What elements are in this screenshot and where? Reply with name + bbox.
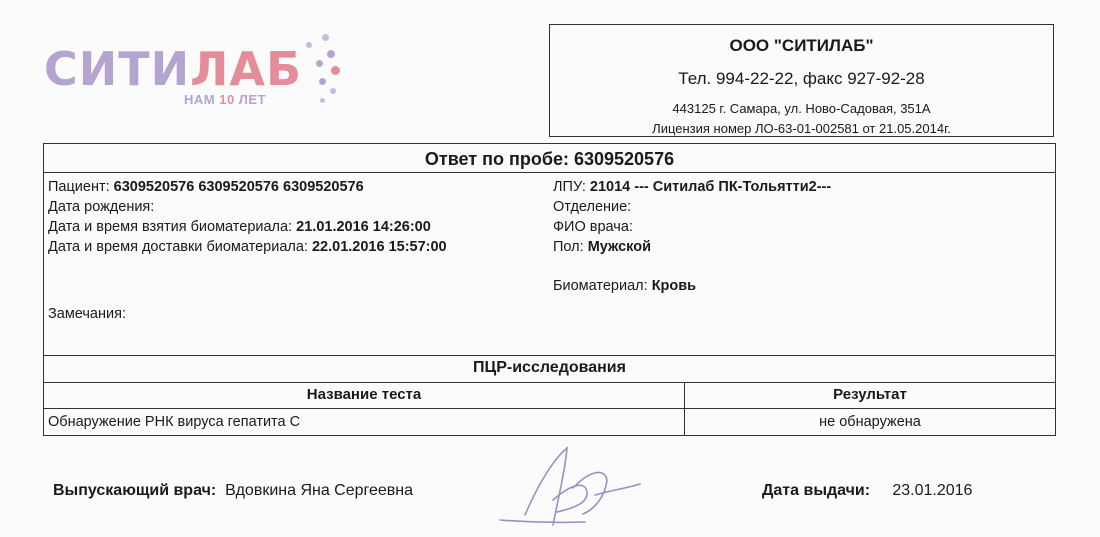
biomaterial-value: Кровь — [651, 278, 697, 294]
logo-tagline-a: НАМ — [184, 92, 220, 107]
sex-value: Мужской — [587, 239, 652, 255]
patient-value: 6309520576 6309520576 6309520576 — [113, 179, 364, 195]
logo-dot — [331, 66, 340, 75]
divider — [44, 408, 1055, 409]
logo-wordmark-part2: ЛАБ — [190, 42, 303, 96]
logo-dot — [316, 60, 323, 67]
divider — [44, 382, 1055, 383]
logo-tagline — [184, 92, 266, 107]
divider — [44, 172, 1055, 173]
logo-dot — [330, 88, 336, 94]
column-header-test: Название теста — [306, 386, 422, 403]
sampling-label: Дата и время взятия биоматериала: — [48, 219, 293, 235]
issue-date-value: 23.01.2016 — [892, 482, 973, 499]
divider — [44, 355, 1055, 356]
dob-label: Дата рождения: — [48, 199, 155, 215]
remarks-label: Замечания: — [48, 306, 126, 322]
doctor-label: ФИО врача: — [553, 219, 633, 235]
results-frame — [43, 143, 1056, 436]
test-name-cell: Обнаружение РНК вируса гепатита С — [48, 414, 301, 430]
biomaterial-label: Биоматериал: — [553, 278, 648, 294]
lpu-label: ЛПУ: — [553, 179, 586, 195]
biomaterial-line — [553, 278, 696, 294]
patient-line — [48, 179, 364, 195]
company-license: Лицензия номер ЛО-63-01-002581 от 21.05.2014г. — [652, 121, 951, 136]
company-info-box — [549, 24, 1054, 137]
logo-tagline-b: 10 — [219, 92, 235, 107]
company-phone: Тел. 994-22-22, факс 927-92-28 — [678, 69, 925, 88]
column-header-result: Результат — [833, 386, 907, 403]
citilab-logo — [44, 28, 354, 118]
delivery-line — [48, 239, 447, 255]
logo-dot — [320, 98, 325, 103]
delivery-value: 22.01.2016 15:57:00 — [311, 239, 447, 255]
lpu-line — [553, 179, 831, 195]
logo-wordmark-part1: СИТИ — [44, 42, 191, 96]
logo-dot — [306, 42, 312, 48]
logo-dot — [319, 78, 326, 85]
sex-line — [553, 239, 651, 255]
company-name: ООО "СИТИЛАБ" — [729, 36, 874, 55]
logo-wordmark — [44, 42, 302, 96]
issuing-doctor-label: Выпускающий врач: — [53, 482, 217, 499]
patient-label: Пациент: — [48, 179, 110, 195]
company-address: 443125 г. Самара, ул. Ново-Садовая, 351А — [672, 101, 931, 116]
signature-icon — [495, 440, 655, 535]
logo-dot — [322, 34, 329, 41]
logo-tagline-c: ЛЕТ — [234, 92, 267, 107]
sampling-value: 21.01.2016 14:26:00 — [296, 219, 431, 235]
lpu-value: 21014 --- Ситилаб ПК-Тольятти2--- — [589, 179, 832, 195]
delivery-label: Дата и время доставки биоматериала: — [48, 239, 308, 255]
logo-dot — [327, 50, 335, 58]
department-label: Отделение: — [553, 199, 632, 215]
issuing-doctor-name: Вдовкина Яна Сергеевна — [225, 482, 414, 499]
test-result-cell: не обнаружена — [819, 414, 921, 430]
sampling-line — [48, 219, 431, 235]
pcr-section-title: ПЦР-исследования — [473, 359, 626, 376]
issue-date-label: Дата выдачи: — [762, 482, 871, 499]
sex-label: Пол: — [553, 239, 584, 255]
issue-date-line — [762, 482, 972, 500]
answer-title: Ответ по пробе: 6309520576 — [424, 149, 675, 169]
issuing-doctor-line — [53, 482, 413, 500]
